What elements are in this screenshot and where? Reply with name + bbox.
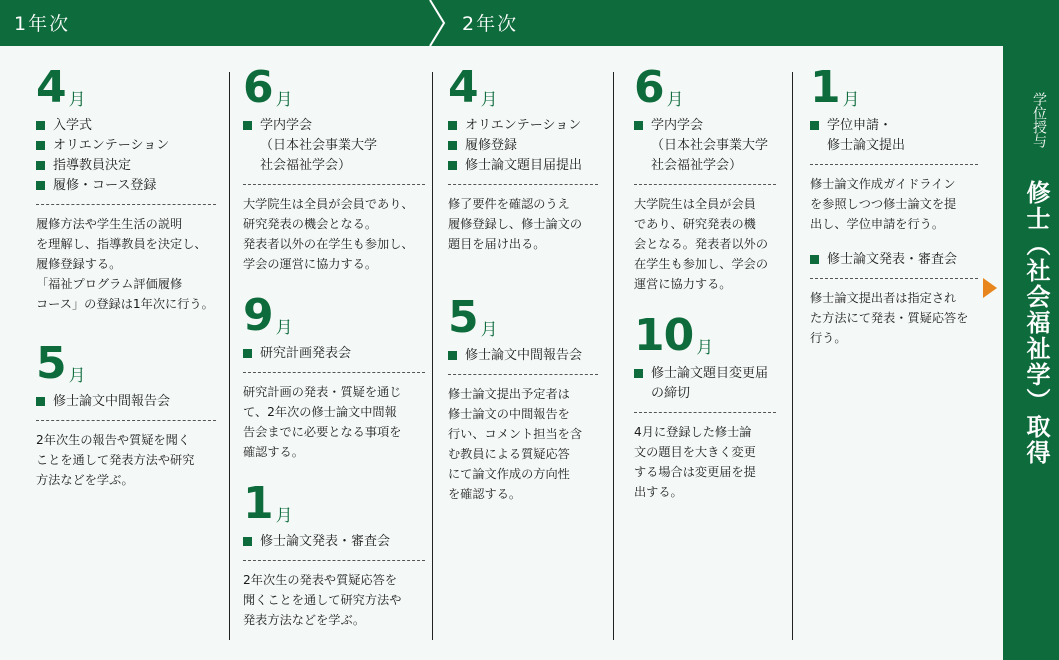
event-item: 学内学会 （日本社会事業大学 社会福祉学会） bbox=[634, 116, 776, 176]
column-divider bbox=[432, 72, 433, 640]
month-heading: 5 月 bbox=[448, 292, 498, 343]
square-bullet-icon bbox=[634, 369, 643, 378]
event-description: 修士論文作成ガイドライン を参照しつつ修士論文を提 出し、学位申請を行う。 bbox=[810, 177, 957, 231]
degree-title: 修士（社会福祉学）取得 bbox=[1022, 180, 1050, 466]
event-item: 学位申請・ 修士論文提出 bbox=[810, 116, 978, 156]
event-description: 2年次生の報告や質疑を聞く ことを通して発表方法や研究 方法などを学ぶ。 bbox=[36, 433, 195, 487]
square-bullet-icon bbox=[810, 121, 819, 130]
dashed-divider bbox=[634, 184, 776, 185]
event-list bbox=[448, 346, 598, 366]
dashed-divider bbox=[810, 278, 978, 279]
month-heading: 6 月 bbox=[243, 62, 293, 113]
event-description: 修了要件を確認のうえ 履修登録し、修士論文の 題目を届け出る。 bbox=[448, 197, 583, 251]
event-list bbox=[243, 344, 425, 364]
event-item: オリエンテーション bbox=[448, 116, 598, 136]
event-item: 履修登録 bbox=[448, 136, 598, 156]
arrow-right-icon bbox=[983, 278, 997, 298]
event-description: 研究計画の発表・質疑を通じ て、2年次の修士論文中間報 告会までに必要となる事項を 確認する。 bbox=[243, 385, 402, 459]
event-item: オリエンテーション bbox=[36, 136, 216, 156]
dashed-divider bbox=[448, 374, 598, 375]
column-4 bbox=[634, 60, 776, 502]
degree-label: 学位授与 bbox=[1031, 92, 1047, 148]
event-item: 研究計画発表会 bbox=[243, 344, 425, 364]
year2-label: 2年次 bbox=[462, 13, 519, 35]
event-item: 指導教員決定 bbox=[36, 156, 216, 176]
column-divider bbox=[229, 72, 230, 640]
event-item: 修士論文発表・審査会 bbox=[810, 250, 978, 270]
dashed-divider bbox=[243, 372, 425, 373]
event-list bbox=[634, 364, 776, 404]
square-bullet-icon bbox=[243, 121, 252, 130]
square-bullet-icon bbox=[634, 121, 643, 130]
event-list bbox=[634, 116, 776, 176]
event-description: 修士論文提出者は指定され た方法にて発表・質疑応答を 行う。 bbox=[810, 291, 969, 345]
column-divider bbox=[792, 72, 793, 640]
square-bullet-icon bbox=[448, 351, 457, 360]
event-list bbox=[810, 116, 978, 156]
event-description: 修士論文提出予定者は 修士論文の中間報告を 行い、コメント担当を含 む教員による質疑応答 にて論文作成の方向性 を確認する。 bbox=[448, 387, 583, 501]
month-heading: 6 月 bbox=[634, 62, 684, 113]
column-1 bbox=[36, 60, 216, 490]
month-heading: 4 月 bbox=[36, 62, 86, 113]
dashed-divider bbox=[448, 184, 598, 185]
column-5 bbox=[810, 60, 978, 348]
square-bullet-icon bbox=[36, 397, 45, 406]
square-bullet-icon bbox=[448, 121, 457, 130]
event-item: 修士論文中間報告会 bbox=[36, 392, 216, 412]
event-list bbox=[810, 250, 978, 270]
dashed-divider bbox=[243, 560, 425, 561]
dashed-divider bbox=[36, 420, 216, 421]
column-divider bbox=[613, 72, 614, 640]
event-list bbox=[243, 532, 425, 552]
dashed-divider bbox=[634, 412, 776, 413]
square-bullet-icon bbox=[810, 255, 819, 264]
event-list bbox=[243, 116, 425, 176]
square-bullet-icon bbox=[36, 161, 45, 170]
event-item: 修士論文題目変更届 の締切 bbox=[634, 364, 776, 404]
column-3 bbox=[448, 60, 598, 504]
month-heading: 1 月 bbox=[243, 478, 293, 529]
event-list bbox=[448, 116, 598, 176]
square-bullet-icon bbox=[36, 141, 45, 150]
chevron-right-icon bbox=[420, 0, 450, 46]
event-item: 修士論文発表・審査会 bbox=[243, 532, 425, 552]
square-bullet-icon bbox=[243, 537, 252, 546]
month-heading: 9 月 bbox=[243, 290, 293, 341]
month-heading: 1 月 bbox=[810, 62, 860, 113]
timeline-header bbox=[0, 0, 1003, 46]
event-description: 4月に登録した修士論 文の題目を大きく変更 する場合は変更届を提 出する。 bbox=[634, 425, 756, 499]
month-heading: 5 月 bbox=[36, 338, 86, 389]
degree-panel bbox=[1003, 0, 1059, 660]
square-bullet-icon bbox=[36, 181, 45, 190]
event-item: 入学式 bbox=[36, 116, 216, 136]
square-bullet-icon bbox=[243, 349, 252, 358]
event-item: 履修・コース登録 bbox=[36, 176, 216, 196]
square-bullet-icon bbox=[448, 141, 457, 150]
event-list bbox=[36, 116, 216, 196]
event-description: 大学院生は全員が会員であり、 研究発表の機会となる。 発表者以外の在学生も参加し、 学会の運営に協力する。 bbox=[243, 197, 414, 271]
dashed-divider bbox=[243, 184, 425, 185]
event-item: 修士論文題目届提出 bbox=[448, 156, 598, 176]
month-heading: 10 月 bbox=[634, 310, 714, 361]
event-list bbox=[36, 392, 216, 412]
square-bullet-icon bbox=[36, 121, 45, 130]
dashed-divider bbox=[36, 204, 216, 205]
dashed-divider bbox=[810, 164, 978, 165]
event-description: 2年次生の発表や質疑応答を 聞くことを通して研究方法や 発表方法などを学ぶ。 bbox=[243, 573, 402, 627]
event-item: 修士論文中間報告会 bbox=[448, 346, 598, 366]
event-description: 履修方法や学生生活の説明 を理解し、指導教員を決定し、 履修登録する。 「福祉プログラム評価履修 コース」の登録は1年次に行う。 bbox=[36, 217, 214, 311]
month-heading: 4 月 bbox=[448, 62, 498, 113]
event-description: 大学院生は全員が会員 であり、研究発表の機 会となる。発表者以外の 在学生も参加し、学会の 運営に協力する。 bbox=[634, 197, 769, 291]
event-item: 学内学会 （日本社会事業大学 社会福祉学会） bbox=[243, 116, 425, 176]
square-bullet-icon bbox=[448, 161, 457, 170]
column-2 bbox=[243, 60, 425, 630]
year1-label: 1年次 bbox=[14, 13, 71, 35]
